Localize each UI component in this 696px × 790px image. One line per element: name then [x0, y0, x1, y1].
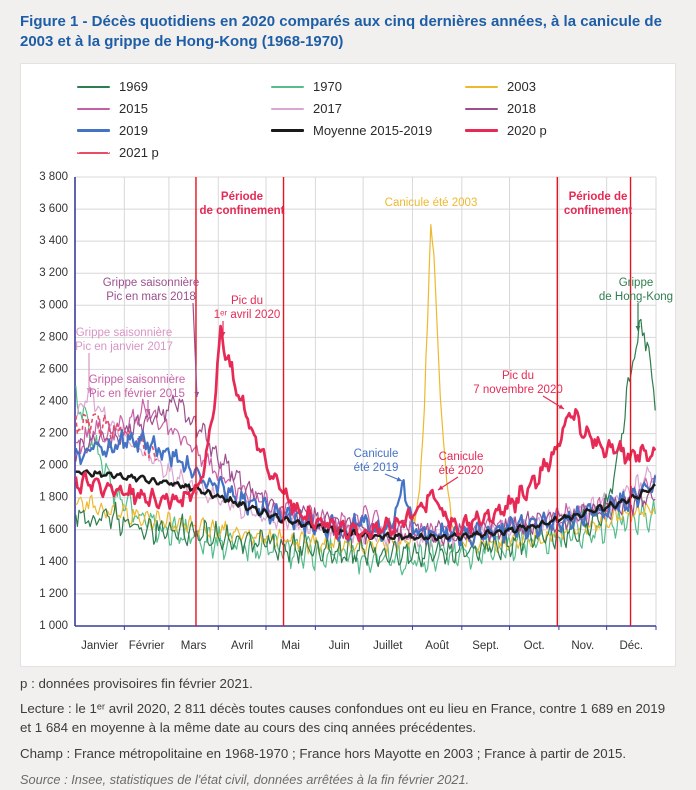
month-label: Déc. — [619, 639, 644, 652]
legend-label: 2018 — [507, 101, 536, 116]
month-label: Mai — [281, 639, 300, 652]
annotation-canicule-2003 — [385, 196, 478, 210]
legend-item-1969[interactable] — [77, 76, 271, 98]
y-tick-label: 3 800 — [39, 170, 68, 183]
annotation-line: de confinement — [199, 204, 285, 217]
footnote-source: Source : Insee, statistiques de l'état civil, données arrêtées à la fin février 2021. — [20, 772, 470, 787]
legend-swatch — [271, 129, 304, 132]
annotation-canicule-2019 — [354, 447, 399, 476]
legend-item-2015[interactable] — [77, 98, 271, 120]
y-tick-label: 1 400 — [39, 555, 68, 568]
y-tick-label: 2 200 — [39, 427, 68, 440]
month-label: Nov. — [571, 639, 595, 652]
annotation-line: Période de — [568, 190, 628, 203]
annotation-grippe-2017 — [75, 326, 173, 355]
legend-item-2020-p[interactable] — [465, 120, 659, 142]
month-label: Avril — [231, 639, 254, 652]
legend-label: 2017 — [313, 101, 342, 116]
annotation-grippe-2015 — [89, 373, 186, 402]
legend-swatch — [77, 129, 110, 132]
annotation-line: Canicule — [438, 450, 484, 463]
y-tick-label: 1 600 — [39, 523, 68, 536]
annotation-line: de Hong-Kong — [598, 290, 674, 303]
y-tick-label: 1 200 — [39, 587, 68, 600]
legend-item-2019[interactable] — [77, 120, 271, 142]
legend-item-2021-p[interactable] — [77, 142, 271, 164]
annotation-lockdown-1 — [200, 190, 285, 219]
annotation-grippe-hong-kong — [599, 276, 673, 305]
legend-item-2017[interactable] — [271, 98, 465, 120]
annotation-line: Pic en mars 2018 — [106, 290, 196, 303]
legend-item-1970[interactable] — [271, 76, 465, 98]
legend-label: 2015 — [119, 101, 148, 116]
month-label: Mars — [180, 639, 207, 652]
month-label: Février — [128, 639, 165, 652]
annotation-line: Canicule été 2003 — [384, 196, 478, 209]
annotation-line: Pic en janvier 2017 — [75, 340, 173, 353]
y-tick-label: 2 000 — [39, 459, 68, 472]
annotation-line: Grippe saisonnière — [75, 326, 173, 339]
month-label: Juin — [328, 639, 350, 652]
annotation-line: confinement — [563, 204, 633, 217]
deaths-line-chart — [21, 166, 675, 666]
legend-swatch — [465, 86, 498, 88]
annotation-line: Canicule — [353, 447, 399, 460]
annotation-line: Pic du — [502, 369, 534, 382]
footnote-lecture: Lecture : le 1ᵉʳ avril 2020, 2 811 décès toutes causes confondues ont eu lieu en France, contre 1 689 en 2019 et 1 684 en moyenne à la même date au cours des cinq années précédentes. — [20, 701, 666, 736]
annotation-line: Grippe — [618, 276, 654, 289]
legend-swatch — [465, 129, 498, 132]
legend-label: 2019 — [119, 123, 148, 138]
chart-legend — [21, 64, 675, 164]
annotation-lockdown-2 — [564, 190, 632, 219]
month-label: Oct. — [523, 639, 545, 652]
y-tick-label: 2 600 — [39, 362, 68, 375]
legend-label: 2003 — [507, 79, 536, 94]
y-tick-label: 1 000 — [39, 619, 68, 632]
y-tick-label: 2 800 — [39, 330, 68, 343]
annotation-line: Pic du — [231, 294, 263, 307]
annotation-line: Période — [220, 190, 264, 203]
legend-swatch — [271, 86, 304, 88]
month-label: Août — [425, 639, 449, 652]
y-tick-label: 3 600 — [39, 202, 68, 215]
annotation-pic-novembre-2020 — [473, 369, 563, 398]
y-tick-label: 1 800 — [39, 491, 68, 504]
chart-area — [21, 166, 675, 666]
month-label: Sept. — [472, 639, 500, 652]
leader-arrow-grippe-hong-kong — [636, 326, 641, 331]
legend-label: 1969 — [119, 79, 148, 94]
month-label: Juillet — [373, 639, 403, 652]
legend-item-moyenne-2015-2019[interactable] — [271, 120, 465, 142]
annotation-line: Pic en février 2015 — [89, 387, 185, 400]
figure-card — [20, 63, 676, 667]
footnote-champ: Champ : France métropolitaine en 1968-1970 ; France hors Mayotte en 2003 ; France à partir de 2015. — [20, 746, 627, 762]
footnote-provisional: p : données provisoires fin février 2021. — [20, 675, 253, 691]
legend-item-2003[interactable] — [465, 76, 659, 98]
annotation-line: été 2019 — [353, 461, 399, 474]
annotation-line: 7 novembre 2020 — [473, 383, 563, 396]
legend-swatch — [465, 108, 498, 110]
legend-swatch — [271, 108, 304, 110]
figure-title: Figure 1 - Décès quotidiens en 2020 comparés aux cinq dernières années, à la canicule de 2003 et à la grippe de Hong-Kong (1968-1970) — [20, 13, 662, 51]
annotation-canicule-2020 — [439, 450, 484, 479]
legend-label: 1970 — [313, 79, 342, 94]
legend-label: 2020 p — [507, 123, 547, 138]
legend-label: Moyenne 2015-2019 — [313, 123, 433, 138]
annotation-pic-avril-2020 — [214, 294, 280, 323]
legend-swatch — [77, 152, 110, 154]
annotation-line: été 2020 — [438, 464, 484, 477]
legend-label: 2021 p — [119, 145, 159, 160]
y-tick-label: 3 400 — [39, 234, 68, 247]
legend-swatch — [77, 108, 110, 110]
month-label: Janvier — [81, 639, 119, 652]
annotation-grippe-2018 — [103, 276, 200, 305]
leader-arrow-grippe-2018 — [194, 391, 199, 396]
y-tick-label: 2 400 — [39, 395, 68, 407]
legend-swatch — [77, 86, 110, 88]
annotation-line: Grippe saisonnière — [88, 373, 186, 386]
annotation-line: Grippe saisonnière — [102, 276, 200, 289]
y-tick-label: 3 200 — [39, 266, 68, 279]
annotation-line: 1ᵉʳ avril 2020 — [213, 308, 281, 321]
figure-footnotes — [20, 675, 676, 790]
y-tick-label: 3 000 — [39, 298, 68, 311]
legend-item-2018[interactable] — [465, 98, 659, 120]
